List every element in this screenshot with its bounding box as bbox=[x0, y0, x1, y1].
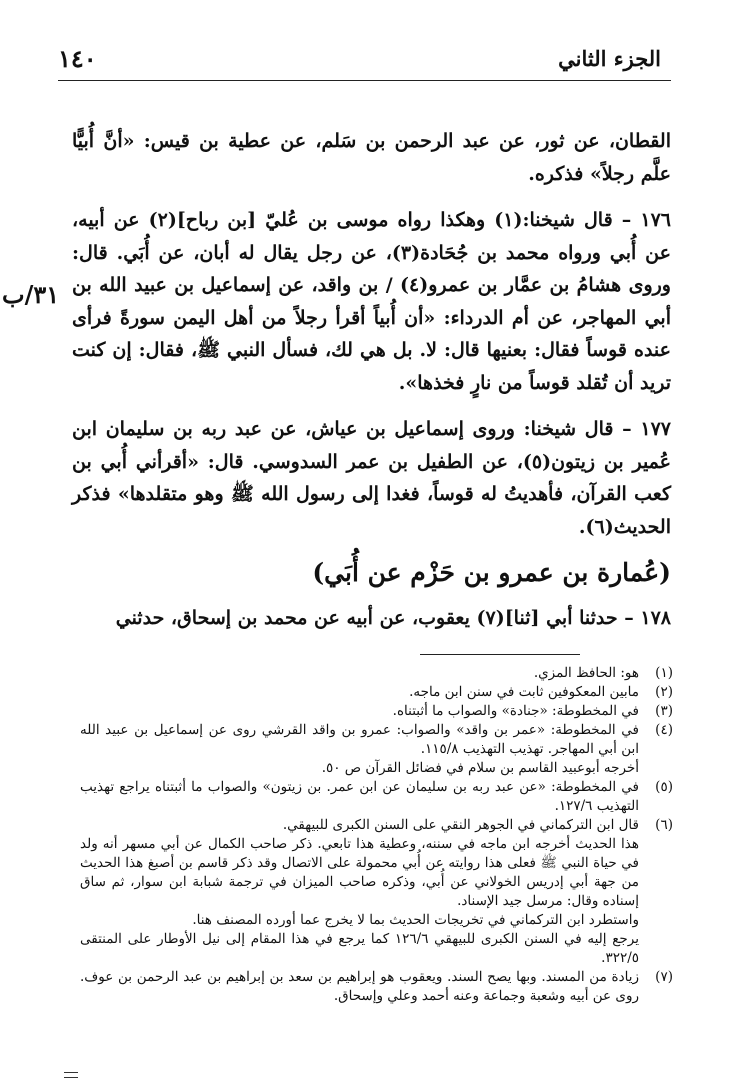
footnote-text: أخرجه أبوعبيد القاسم بن سلام في فضائل القرآن ص ٥٠. bbox=[321, 760, 639, 776]
manuscript-folio-note: ٣١/ب bbox=[2, 280, 60, 309]
footnote-number: (٢) bbox=[655, 684, 673, 700]
page-number: ١٤٠ bbox=[58, 44, 97, 73]
footer-mark bbox=[64, 1077, 78, 1078]
footnote bbox=[80, 816, 673, 835]
footnote-number bbox=[639, 930, 673, 968]
running-title: الجزء الثاني bbox=[558, 46, 661, 71]
footnote-text: يرجع إليه في السنن الكبرى للبيهقي ١٢٦/٦ كما يرجع في هذا المقام إلى نيل الأوطار على المنتقى ٣٢٢/٥. bbox=[80, 931, 639, 966]
footnote-number: (٦) bbox=[655, 817, 673, 833]
footnote-text: في المخطوطة: «عن عبد ربه بن سليمان عن ابن عمر. بن زيتون» والصواب ما أثبتناه يراجع تهذيب التهذيب ١٢٧/٦. bbox=[80, 779, 639, 814]
footnotes bbox=[80, 664, 673, 1006]
footnote bbox=[80, 664, 673, 683]
footnote bbox=[80, 778, 673, 816]
footnote-number bbox=[639, 911, 673, 930]
footer-mark bbox=[64, 1072, 78, 1073]
footnote bbox=[80, 683, 673, 702]
footnote-number: (٧) bbox=[655, 969, 673, 985]
footnote-text: هو: الحافظ المزي. bbox=[533, 665, 639, 681]
footnote-number: (٥) bbox=[655, 779, 673, 795]
footnote-divider bbox=[420, 654, 580, 655]
footnote-text: في المخطوطة: «جنادة» والصواب ما أثبتناه. bbox=[392, 703, 639, 719]
footnote-number: (٣) bbox=[655, 703, 673, 719]
footnote bbox=[80, 759, 673, 778]
footnote-text: واستطرد ابن التركماني في تخريجات الحديث بما لا يخرج عما أورده المصنف هنا. bbox=[192, 912, 639, 928]
footnote bbox=[80, 702, 673, 721]
footnote-text: قال ابن التركماني في الجوهر النقي على السنن الكبرى للبيهقي. bbox=[282, 817, 639, 833]
footnote-number bbox=[639, 759, 673, 778]
footnote-text: زيادة من المسند. وبها يصح السند. ويعقوب هو إبراهيم بن سعد بن إبراهيم بن عبد الرحمن بن عوف. روى عن أبيه وشعبة وجماعة وعنه أحمد وعلي وإسحاق. bbox=[80, 969, 639, 1004]
page-header bbox=[58, 40, 671, 81]
paragraph: ١٧٨ – حدثنا أبي [ثنا](٧) يعقوب، عن أبيه عن محمد بن إسحاق، حدثني bbox=[115, 606, 671, 629]
footnote bbox=[80, 835, 673, 911]
footnote bbox=[80, 968, 673, 1006]
paragraph: ١٧٦ – قال شيخنا:(١) وهكذا رواه موسى بن عُليّ [بن رباح](٢) عن أبيه، عن أُبي ورواه محمد بن جُحَادة(٣)، عن رجل يقال له أبان، عن أُبَي. قال: وروى هشامُ بن عمَّار بن عمرو(٤) / بن واقد، عن إسماعيل بن عبيد الله بن أبي المهاجر، عن أم الدرداء: «أن أُبياً أقرأ رجلاً من أهل اليمن سورةً فرأى عنده قوساً فقال: بعنيها قال: لا. بل هي لك، فسأل النبي ﷺ، فقال: إن كنت تريد أن تُقلد قوساً من نارٍ فخذها». bbox=[72, 209, 671, 394]
footnote-text: هذا الحديث أخرجه ابن ماجه في سننه، وعطية هذا تابعي. ذكر صاحب الكمال عن أبي مسهر أنه ولد في حياة النبي ﷺ فعلى هذا روايته عن أُبي محمولة على الاتصال وقد ذكر قاسم بن أصبغ هذا الحديث من جهة أبي إدريس الخولاني عن أُبي، وذكره صاحب الميزان في ترجمة شبابة ابن سوار، ثم ساق إسناده وقال: مرسل جيد الإسناد. bbox=[80, 836, 639, 909]
section-heading: (عُمارة بن عمرو بن حَزْم عن أُبَي) bbox=[312, 558, 671, 587]
footnote bbox=[80, 911, 673, 930]
footnote-text: في المخطوطة: «عمر بن واقد» والصواب: عمرو بن واقد القرشي روى عن إسماعيل بن عبيد الله ابن أبي المهاجر. تهذيب التهذيب ١١٥/٨. bbox=[80, 722, 639, 757]
main-text bbox=[72, 125, 671, 648]
footnote bbox=[80, 721, 673, 759]
footnote-number: (٤) bbox=[655, 722, 673, 738]
footnote-number bbox=[639, 835, 673, 911]
footnote-number: (١) bbox=[655, 665, 673, 681]
footnote-text: مابين المعكوفين ثابت في سنن ابن ماجه. bbox=[409, 684, 639, 700]
footnote bbox=[80, 930, 673, 968]
paragraph: ١٧٧ – قال شيخنا: وروى إسماعيل بن عياش، عن عبد ربه بن سليمان ابن عُمير بن زيتون(٥)، عن الطفيل بن عمر السدوسي. قال: «أقرأني أُبي بن كعب القرآن، فأهديتُ له قوساً، فغدا إلى رسول الله ﷺ وهو متقلدها» فذكر الحديث(٦). bbox=[72, 418, 672, 538]
paragraph: القطان، عن ثور، عن عبد الرحمن بن سَلم، عن عطية بن قيس: «أنَّ أُبيًّا علَّم رجلاً» فذكره. bbox=[72, 130, 671, 185]
